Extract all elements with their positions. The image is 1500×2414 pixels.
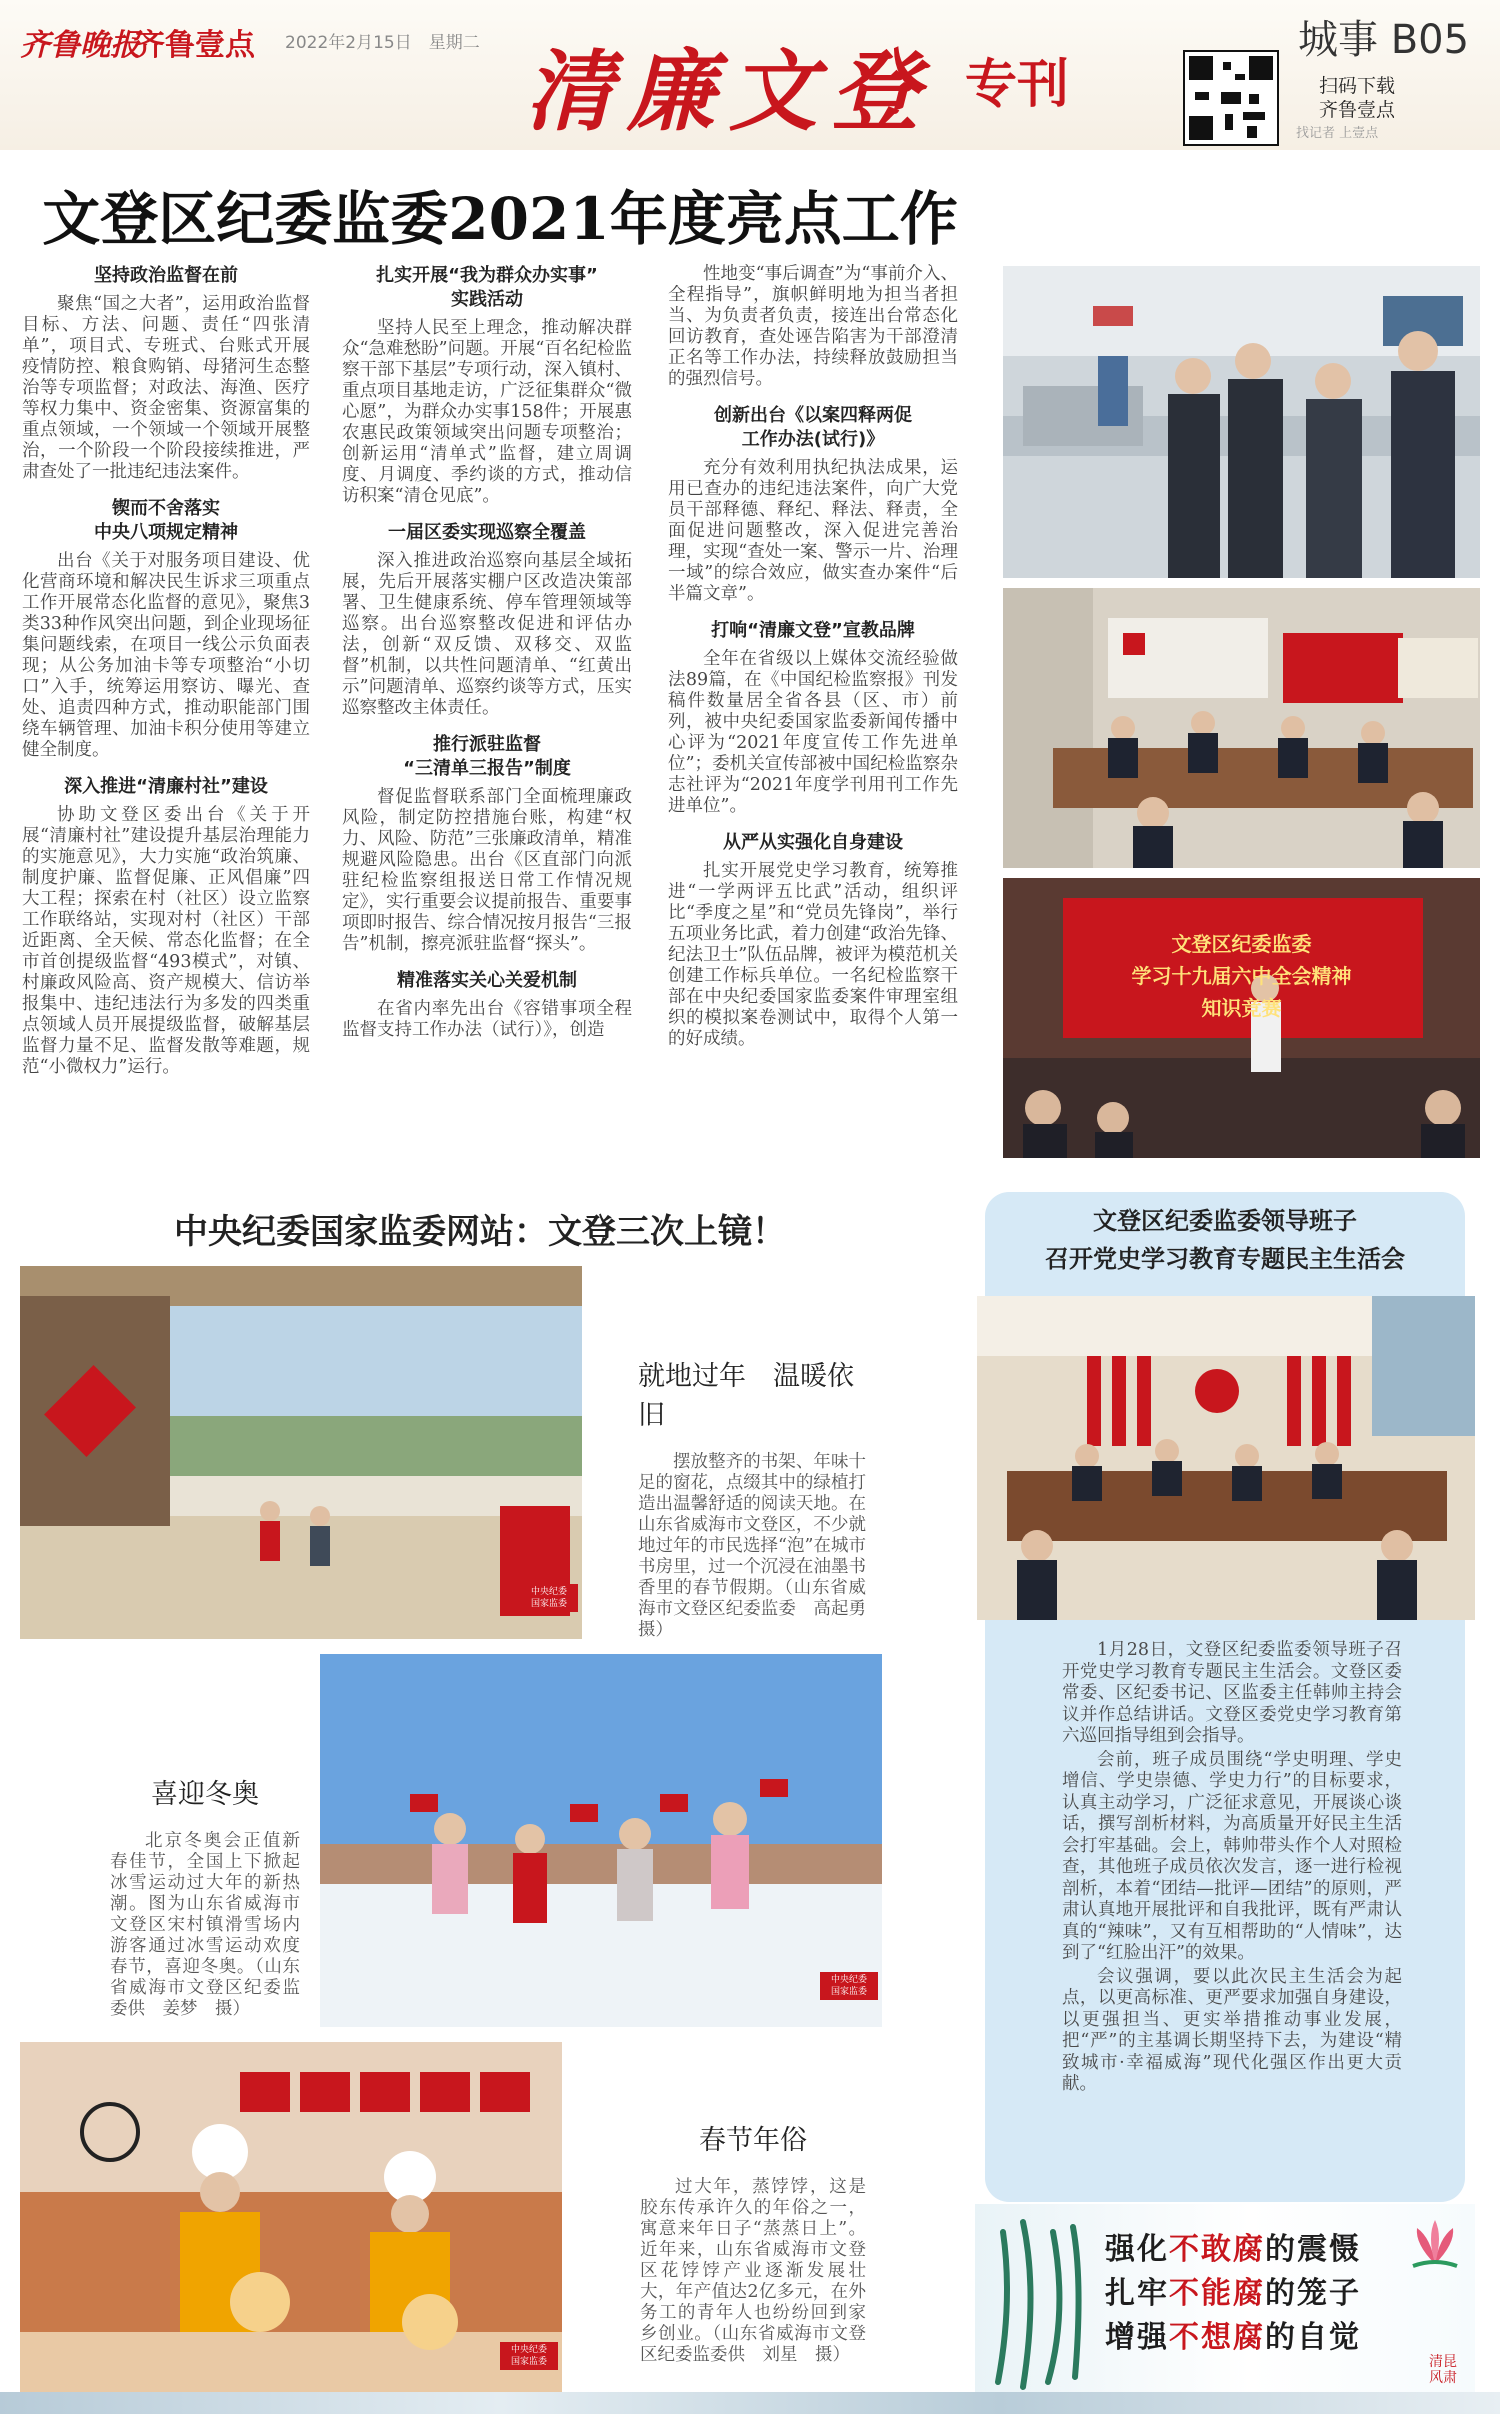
issue-date: [285, 28, 480, 53]
lotus-logo-icon: [1405, 2214, 1465, 2274]
find-reporter-text: 找记者 上壹点: [1296, 126, 1379, 141]
weekday-text: 星期二: [428, 33, 480, 53]
story-3-caption: [640, 2118, 866, 2366]
slogan-2a: 扎牢: [1105, 2276, 1169, 2311]
slogan-line-1: [1105, 2224, 1361, 2268]
subhead: 创新出台《以案四释两促 工作办法(试行)》: [714, 405, 912, 450]
reading-room-illustration: [20, 1266, 582, 1639]
article-column-1: [22, 264, 310, 1078]
subhead: 扎实开展“我为群众办实事” 实践活动: [376, 265, 598, 310]
slogan-2b: 不能腐: [1169, 2276, 1265, 2311]
app-logo: 齐鲁壹点: [135, 28, 255, 63]
watermark-1: 中央纪委 国家监委: [520, 1584, 578, 1612]
qr-code-icon[interactable]: [1183, 50, 1279, 146]
paragraph: 聚焦“国之大者”，运用政治监督目标、方法、问题、责任“四张清单”，项目式、专班式、台账式开展疫情防控、粮食购销、母猪河生态整治等专项监督；对政法、海渔、医疗等权力集中、资金密集、资源富集的重点领域，一个领域一个领域开展整治，一个阶段一个阶段接续推进，严肃查处了一批违纪违法案件。: [22, 294, 310, 482]
slogan-2c: 的笼子: [1265, 2276, 1361, 2311]
lotus-icon: [1405, 2214, 1465, 2274]
paragraph: 协助文登区委出台《关于开展“清廉村社”建设提升基层治理能力的实施意见》，大力实施“政治筑廉、制度护廉、监督促廉、正风倡廉”四大工程；探索在村（社区）设立监察工作联络站，实现对村（社区）干部近距离、全天候、常态化监督；在全市首创提级监督“493模式”，对镇、村廉政风险高、资产规模大、信访举报集中、违纪违法行为多发的四类重点领域人员开展提级监督，破解基层监督力量不足、监督发散等难题，规范“小微权力”运行。: [22, 805, 310, 1077]
slogan-1c: 的震慑: [1265, 2232, 1361, 2267]
paragraph: 充分有效利用执纪执法成果，运用已查办的违纪违法案件，向广大党员干部释德、释纪、释法、释责，全面促进问题整改，深入促进完善治理，实现“查处一案、警示一片、治理一域”的综合效应，做实查办案件“后半篇文章”。: [668, 458, 958, 604]
paragraph: 在省内率先出台《容错事项全程监督支持工作办法（试行）》，创造: [342, 999, 632, 1040]
slogan-line-2: [1105, 2268, 1361, 2312]
sidebar-paragraph: 1月28日，文登区纪委监委领导班子召开党史学习教育专题民主生活会。文登区委常委、区纪委书记、区监委主任韩帅主持会议并作总结讲话。文登区委党史学习教育第六巡回指导组到会指导。: [1062, 1640, 1402, 1746]
story-1-caption: [638, 1354, 884, 1641]
story-2-caption: [110, 1772, 300, 2020]
photo-inspection: [1003, 266, 1480, 578]
sidebar-paragraph: 会议强调，要以此次民主生活会为起点，以更高标准、更严要求加强自身建设，以更强担当、更实举措推动事业发展，把“严”的主基调长期坚持下去，为建设“精致城市·幸福威海”现代化强区作出更大贡献。: [1062, 1966, 1402, 2094]
slogan-3b: 不想腐: [1169, 2320, 1265, 2355]
subhead: 从严从实强化自身建设: [723, 832, 903, 853]
photo-reading-room: [20, 1266, 582, 1639]
article-column-3: [668, 264, 958, 1050]
sidebar-title: [985, 1202, 1465, 1278]
paragraph: 坚持人民至上理念，推动解决群众“急难愁盼”问题。开展“百名纪检监察干部下基层”专项行动，深入镇村、重点项目基地走访，广泛征集群众“微心愿”，为群众办实事158件；开展惠农惠民政策领域突出问题专项整治；创新运用“清单式”监督，建立周调度、月调度、季约谈的方式，推动信访积案“清仓见底”。: [342, 318, 632, 506]
paragraph: 性地变“事后调查”为“事前介入、全程指导”，旗帜鲜明地为担当者担当、为负责者负责，接连出台常态化回访教育，查处诬告陷害为干部澄清正名等工作办法，持续释放鼓励担当的强烈信号。: [668, 264, 958, 389]
sidebar-paragraph: 会前，班子成员围绕“学史明理、学史增信、学史崇德、学史力行”的目标要求，认真主动学习，广泛征求意见，开展谈心谈话，撰写剖析材料，为高质量开好民主生活会打牢基础。会上，韩帅带头作个人对照检查，其他班子成员依次发言，逐一进行检视剖析，本着“团结—批评—团结”的原则，严肃认真地开展批评和自我批评，既有严肃认真的“辣味”，又有互相帮助的“人情味”，达到了“红脸出汗”的效果。: [1062, 1749, 1402, 1963]
subhead: 一届区委实现巡察全覆盖: [388, 522, 586, 543]
calligraphy-icon: [983, 2212, 1093, 2397]
photo-steamed-buns: [20, 2042, 562, 2392]
paragraph: 扎实开展党史学习教育，统筹推进“一学两评五比武”活动，组织评比“季度之星”和“党员先锋岗”，举行五项业务比武，着力创建“政治先锋、纪法卫士”队伍品牌，被评为模范机关创建工作标兵单位。一名纪检监察干部在中央纪委国家监委案件审理室组织的模拟案卷测试中，取得个人第一的好成绩。: [668, 861, 958, 1049]
subhead: 打响“清廉文登”宣教品牌: [711, 620, 915, 641]
ski-illustration: [320, 1654, 882, 2027]
section-2-title: 中央纪委国家监委网站：文登三次上镜！: [174, 1212, 786, 1252]
contest-banner-line3: 知识竞赛: [1201, 996, 1282, 1020]
story-1-body: 摆放整齐的书架、年味十足的窗花，点缀其中的绿植打造出温馨舒适的阅读天地。在山东省威海市文登区，不少就地过年的市民选择“泡”在城市书房里，过一个沉浸在油墨书香里的春节假期。（山东省威海市文登区纪委监委 高起勇 摄）: [638, 1452, 884, 1640]
calligraphy-art: [983, 2212, 1093, 2397]
masthead-title: 清廉文登: [525, 39, 934, 143]
paper-logo: 齐鲁晚报: [20, 28, 140, 63]
page-footer-band: [0, 2392, 1500, 2414]
democratic-meeting-illustration: [977, 1296, 1475, 1620]
paragraph: 全年在省级以上媒体交流经验做法89篇，在《中国纪检监察报》刊发稿件数量居全省各县（区、市）前列，被中央纪委国家监委新闻传播中心评为“2021年度宣传工作先进单位”；委机关宣传部被中国纪检监察杂志社评为“2021年度学刊用刊工作先进单位”。: [668, 649, 958, 816]
date-text: 2022年2月15日: [285, 33, 412, 53]
slogan-1b: 不敢腐: [1169, 2232, 1265, 2267]
photo-knowledge-contest: [1003, 878, 1480, 1158]
slogan-3c: 的自觉: [1265, 2320, 1361, 2355]
steamed-buns-illustration: [20, 2042, 562, 2392]
subhead: 锲而不舍落实 中央八项规定精神: [94, 498, 238, 543]
scan-download-text: 扫码下载 齐鲁壹点: [1318, 75, 1395, 121]
photo-ski-resort: [320, 1654, 882, 2027]
seal-logo: 清昆 风肃: [1429, 2354, 1457, 2386]
article-column-2: [342, 264, 632, 1041]
slogan-3a: 增强: [1105, 2320, 1169, 2355]
sidebar-title-line-2: 召开党史学习教育专题民主生活会: [1045, 1244, 1405, 1273]
meeting-illustration: [1003, 588, 1480, 868]
subhead: 推行派驻监督 “三清单三报告”制度: [403, 734, 571, 779]
inspection-illustration: [1003, 266, 1480, 578]
slogan-panel: [975, 2204, 1475, 2404]
slogan-line-3: [1105, 2312, 1361, 2356]
photo-meeting-room: [1003, 588, 1480, 868]
subhead: 深入推进“清廉村社”建设: [64, 776, 268, 797]
section-label: 城事 B05: [1298, 17, 1470, 63]
special-label: 专刊: [965, 55, 1070, 115]
watermark-3: 中央纪委 国家监委: [500, 2342, 558, 2370]
story-1-title: 就地过年 温暖依旧: [638, 1361, 854, 1431]
paragraph: 督促监督联系部门全面梳理廉政风险，制定防控措施台账，构建“权力、风险、防范”三张廉政清单，精准规避风险隐患。出台《区直部门向派驻纪检监察组报送日常工作情况规定》，实行重要会议提前报告、重要事项即时报告、综合情况按月报告“三报告”机制，擦亮派驻监督“探头”。: [342, 787, 632, 954]
slogan-1a: 强化: [1105, 2232, 1169, 2267]
paragraph: 深入推进政治巡察向基层全域拓展，先后开展落实棚户区改造决策部署、卫生健康系统、停车管理领域等巡察。出台巡察整改促进和评估办法，创新“双反馈、双移交、双监督”机制，以共性问题清单、“红黄出示”问题清单、巡察约谈等方式，压实巡察整改主体责任。: [342, 551, 632, 718]
subhead: 精准落实关心关爱机制: [397, 970, 577, 991]
contest-banner-line1: 文登区纪委监委: [1171, 932, 1312, 956]
main-headline: 文登区纪委监委2021年度亮点工作: [42, 185, 958, 253]
sidebar-title-line-1: 文登区纪委监委领导班子: [1093, 1206, 1357, 1235]
subhead: 坚持政治监督在前: [94, 265, 238, 286]
paragraph: 出台《关于对服务项目建设、优化营商环境和解决民生诉求三项重点工作开展常态化监督的意见》，聚焦3类33种作风突出问题，到企业现场征集问题线索，在项目一线公示负面表现；从公务加油卡等专项整治“小切口”入手，统筹运用察访、曝光、查处、追责四种方式，推动职能部门围绕车辆管理、加油卡积分使用等建立健全制度。: [22, 551, 310, 760]
sidebar-body: [1062, 1640, 1402, 2098]
contest-banner-line2: 学习十九届六中全会精神: [1131, 964, 1352, 988]
photo-democratic-life-meeting: [977, 1296, 1475, 1620]
watermark-2: 中央纪委 国家监委: [820, 1972, 878, 2000]
story-2-title: 喜迎冬奥: [151, 1779, 259, 1810]
story-3-body: 过大年，蒸饽饽，这是胶东传承许久的年俗之一，寓意来年日子“蒸蒸日上”。近年来，山东省威海市文登区花饽饽产业逐渐发展壮大，年产值达2亿多元，在外务工的青年人也纷纷回到家乡创业。（山东省威海市文登区纪委监委供 刘星 摄）: [640, 2177, 866, 2365]
story-3-title: 春节年俗: [699, 2125, 807, 2156]
story-2-body: 北京冬奥会正值新春佳节，全国上下掀起冰雪运动过大年的新热潮。图为山东省威海市文登区宋村镇滑雪场内游客通过冰雪运动欢度春节，喜迎冬奥。（山东省威海市文登区纪委监委供 姜梦 摄）: [110, 1831, 300, 2019]
